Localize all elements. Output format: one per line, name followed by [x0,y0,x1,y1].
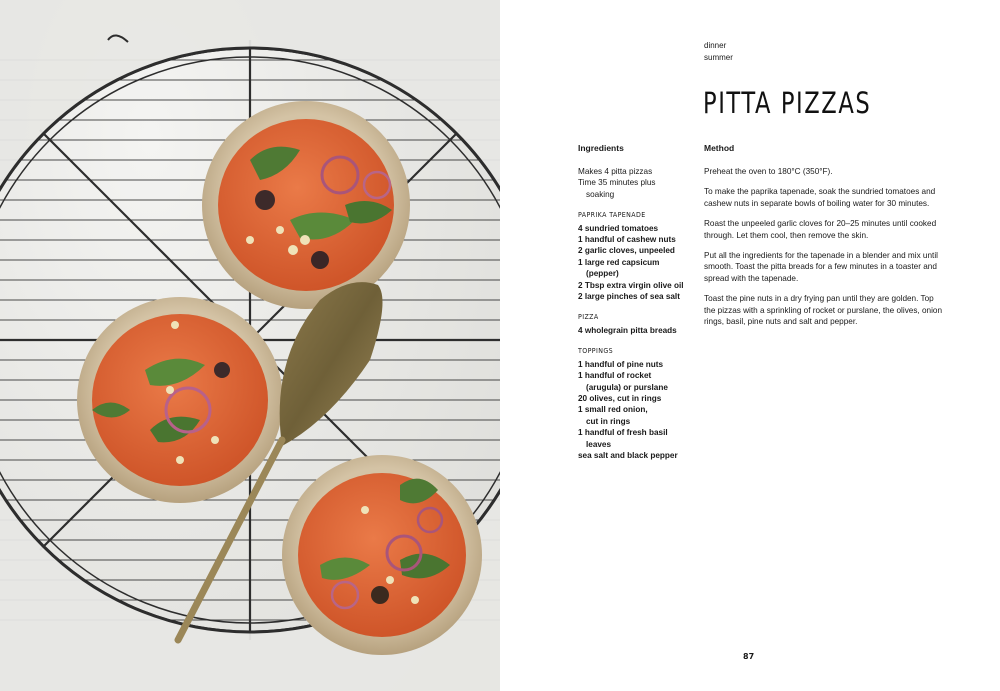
recipe-tags [704,40,733,64]
ingredient-item: 4 sundried tomatoes [578,223,659,233]
method-step: To make the paprika tapenade, soak the sundried tomatoes and cashew nuts in separate bowls of boiling water for 30 minutes. [704,187,936,208]
ingredient-item: 20 olives, cut in rings [578,393,662,403]
ingredient-item: 4 wholegrain pitta breads [578,325,677,335]
ingredient-item: (pepper) [586,269,619,279]
tag-dinner: dinner [704,41,727,50]
ingredient-item: 1 handful of fresh basil [578,428,668,438]
page-number: 87 [743,652,755,661]
pizza-left [77,297,283,503]
ingredient-item: 1 handful of pine nuts [578,359,664,369]
method-step: Put all the ingredients for the tapenade in a blender and mix until smooth. Toast the pitta breads for a few minutes in a toaster and spread with the tapenade. [704,251,938,283]
ingredient-item: 1 large red capsicum [578,257,660,267]
ingredient-item: 1 handful of cashew nuts [578,235,676,245]
recipe-page [500,0,1000,691]
method-step: Roast the unpeeled garlic cloves for 20–25 minutes until cooked through. Let them cool, then remove the skin. [704,219,937,240]
ingredient-item: cut in rings [586,416,631,426]
method-step: Preheat the oven to 180°C (350°F). [704,167,833,176]
ingredient-item: leaves [586,439,612,449]
method-heading: Method [704,143,735,153]
ingredient-item: 2 Tbsp extra virgin olive oil [578,280,684,290]
pizza-bottom [282,455,482,655]
method-step: Toast the pine nuts in a dry frying pan until they are golden. Top the pizzas with a sprinkling of rocket or purslane, the olives, onion rings, basil, pine nuts and salt and pepper. [704,294,943,327]
yield-text: Makes 4 pitta pizzas [578,167,653,176]
ingredient-item: 2 garlic cloves, unpeeled [578,246,675,256]
time-text: Time 35 minutes plus [578,178,656,188]
ingredient-item: 1 handful of rocket [578,371,652,381]
method-steps [704,166,944,336]
ingredients-list [578,166,696,461]
time-text-continued: soaking [586,189,615,199]
pizza-top [202,101,410,309]
section-heading: PAPRIKA TAPENADE [578,211,646,220]
section-heading: TOPPINGS [578,347,614,356]
ingredient-item: 2 large pinches of sea salt [578,292,680,302]
ingredient-item: (arugula) or purslane [586,382,668,392]
section-heading: PIZZA [578,313,599,322]
ingredient-item: sea salt and black pepper [578,450,678,460]
ingredient-item: 1 small red onion, [578,405,648,415]
recipe-title: PITTA PIZZAS [703,86,872,120]
tag-summer: summer [704,53,733,62]
ingredients-heading: Ingredients [578,143,624,153]
